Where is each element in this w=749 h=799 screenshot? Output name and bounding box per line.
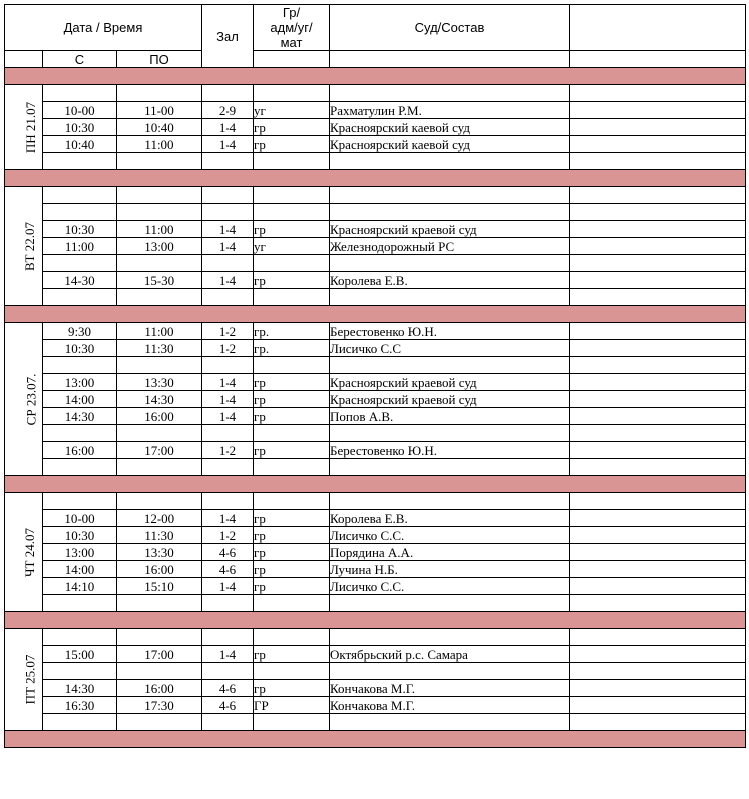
case-type-cell: гр [254,374,330,391]
table-row [5,544,746,561]
header-row [5,5,746,51]
extra-cell [570,340,746,357]
court-cell [330,425,570,442]
separator-row [5,612,746,629]
extra-cell [570,255,746,272]
time-to-cell: 11:30 [117,340,202,357]
court-cell: Королева Е.В. [330,510,570,527]
case-type-cell: гр [254,136,330,153]
extra-cell [570,374,746,391]
time-from-cell [43,595,117,612]
time-to-cell [117,714,202,731]
case-type-cell: гр. [254,323,330,340]
extra-cell [570,289,746,306]
case-type-cell [254,595,330,612]
hall-cell [202,153,254,170]
day-label: ВТ 22.07 [21,221,37,271]
extra-cell [570,272,746,289]
time-from-cell: 16:30 [43,697,117,714]
table-row [5,442,746,459]
extra-cell [570,714,746,731]
hall-cell: 1-2 [202,340,254,357]
hall-cell [202,663,254,680]
court-cell: Королева Е.В. [330,272,570,289]
case-type-cell [254,153,330,170]
day-label: ЧТ 24.07 [21,527,37,577]
day-label: ПН 21.07 [23,101,39,153]
case-type-cell [254,425,330,442]
hall-cell [202,493,254,510]
time-to-cell [117,459,202,476]
court-cell [330,204,570,221]
table-row [5,629,746,646]
case-type-cell: гр [254,561,330,578]
separator-row [5,731,746,748]
court-cell [330,663,570,680]
time-to-cell: 16:00 [117,561,202,578]
time-from-cell [43,425,117,442]
court-cell: Лучина Н.Б. [330,561,570,578]
time-from-cell: 10-00 [43,102,117,119]
time-to-cell [117,153,202,170]
case-type-cell [254,204,330,221]
table-row [5,136,746,153]
extra-cell [570,442,746,459]
court-cell: Кончакова М.Г. [330,680,570,697]
separator-row [5,306,746,323]
court-cell: Красноярский краевой суд [330,391,570,408]
hall-cell [202,714,254,731]
time-from-cell [43,153,117,170]
case-type-cell [254,357,330,374]
hall-cell: 2-9 [202,102,254,119]
time-from-cell [43,255,117,272]
court-cell: Лисичко С.С. [330,578,570,595]
time-to-cell [117,595,202,612]
extra-cell [570,102,746,119]
time-to-cell: 11:30 [117,527,202,544]
schedule-table [4,4,746,748]
table-row [5,680,746,697]
hall-cell [202,255,254,272]
separator-row [5,170,746,187]
hall-cell: 1-4 [202,510,254,527]
time-to-cell [117,663,202,680]
case-type-cell: гр. [254,340,330,357]
case-type-cell [254,629,330,646]
time-to-cell: 13:00 [117,238,202,255]
hall-cell [202,187,254,204]
time-to-cell [117,425,202,442]
court-cell: Лисичко С.С. [330,527,570,544]
table-row [5,340,746,357]
table-row [5,459,746,476]
subheader-day [5,51,43,68]
time-to-cell [117,255,202,272]
subheader-extra [570,51,746,68]
extra-cell [570,204,746,221]
header-datetime: Дата / Время [5,5,202,51]
table-row [5,289,746,306]
court-cell: Порядина А.А. [330,544,570,561]
table-row [5,408,746,425]
table-row [5,272,746,289]
table-row [5,714,746,731]
subheader-court [330,51,570,68]
time-from-cell [43,493,117,510]
case-type-cell [254,714,330,731]
hall-cell: 4-6 [202,680,254,697]
extra-cell [570,544,746,561]
time-from-cell: 10-00 [43,510,117,527]
case-type-cell: гр [254,510,330,527]
case-type-cell [254,663,330,680]
extra-cell [570,136,746,153]
time-from-cell: 10:30 [43,119,117,136]
time-to-cell [117,85,202,102]
header-court: Суд/Состав [330,5,570,51]
table-row [5,646,746,663]
court-cell: Красноярский краевой суд [330,374,570,391]
extra-cell [570,663,746,680]
day-cell [5,629,43,731]
case-type-cell [254,255,330,272]
case-type-cell: гр [254,578,330,595]
time-to-cell: 14:30 [117,391,202,408]
extra-cell [570,425,746,442]
day-label: СР 23.07. [23,373,39,425]
case-type-cell [254,187,330,204]
case-type-cell: гр [254,119,330,136]
case-type-cell: гр [254,680,330,697]
table-row [5,187,746,204]
court-cell: Лисичко С.С [330,340,570,357]
time-from-cell: 14:30 [43,408,117,425]
court-cell [330,629,570,646]
hall-cell: 1-4 [202,578,254,595]
table-row [5,255,746,272]
court-cell: Берестовенко Ю.Н. [330,323,570,340]
time-from-cell [43,85,117,102]
day-label: ПТ 25.07 [22,654,38,705]
hall-cell: 1-4 [202,408,254,425]
court-cell: Октябрьский р.с. Самара [330,646,570,663]
time-to-cell: 10:40 [117,119,202,136]
time-from-cell [43,357,117,374]
court-cell: Берестовенко Ю.Н. [330,442,570,459]
extra-cell [570,408,746,425]
day-cell [5,187,43,306]
separator-row [5,476,746,493]
table-row [5,204,746,221]
extra-cell [570,493,746,510]
day-cell [5,323,43,476]
case-type-cell: гр [254,646,330,663]
time-from-cell: 14-30 [43,272,117,289]
table-row [5,323,746,340]
table-row [5,578,746,595]
extra-cell [570,578,746,595]
case-type-cell: ГР [254,697,330,714]
case-type-cell: гр [254,442,330,459]
extra-cell [570,221,746,238]
time-to-cell [117,629,202,646]
hall-cell [202,85,254,102]
time-from-cell: 14:00 [43,391,117,408]
case-type-cell: гр [254,391,330,408]
extra-cell [570,595,746,612]
header-type-line1: Гр/ [282,5,301,20]
time-to-cell [117,204,202,221]
table-row [5,374,746,391]
subheader-row [5,51,746,68]
table-row [5,663,746,680]
court-cell: Красноярский каевой суд [330,136,570,153]
extra-cell [570,459,746,476]
court-cell [330,289,570,306]
court-cell [330,493,570,510]
case-type-cell [254,493,330,510]
table-row [5,493,746,510]
time-from-cell: 15:00 [43,646,117,663]
court-cell: Рахматулин Р.М. [330,102,570,119]
schedule-body [5,68,746,748]
extra-cell [570,391,746,408]
time-to-cell: 12-00 [117,510,202,527]
time-from-cell: 10:30 [43,527,117,544]
extra-cell [570,323,746,340]
case-type-cell: уг [254,102,330,119]
time-to-cell: 11:00 [117,323,202,340]
time-to-cell: 15-30 [117,272,202,289]
time-from-cell: 14:10 [43,578,117,595]
time-from-cell: 10:30 [43,340,117,357]
case-type-cell: уг [254,238,330,255]
extra-cell [570,697,746,714]
time-from-cell: 9:30 [43,323,117,340]
table-row [5,425,746,442]
separator-row [5,68,746,85]
extra-cell [570,153,746,170]
time-from-cell [43,289,117,306]
time-from-cell [43,629,117,646]
hall-cell: 4-6 [202,561,254,578]
table-row [5,85,746,102]
case-type-cell: гр [254,272,330,289]
court-cell: Железнодорожный РС [330,238,570,255]
court-cell [330,714,570,731]
time-to-cell: 11:00 [117,136,202,153]
time-to-cell: 17:30 [117,697,202,714]
table-row [5,595,746,612]
extra-cell [570,238,746,255]
time-to-cell: 11:00 [117,221,202,238]
hall-cell [202,459,254,476]
case-type-cell: гр [254,544,330,561]
hall-cell [202,629,254,646]
time-to-cell [117,187,202,204]
header-type-line2: адм/уг/ [270,20,313,35]
table-row [5,510,746,527]
hall-cell: 1-4 [202,646,254,663]
header-type-line3: мат [280,35,303,50]
time-from-cell [43,714,117,731]
time-from-cell: 11:00 [43,238,117,255]
time-from-cell [43,204,117,221]
extra-cell [570,357,746,374]
time-from-cell: 14:00 [43,561,117,578]
hall-cell [202,204,254,221]
table-row [5,357,746,374]
time-to-cell: 16:00 [117,408,202,425]
table-row [5,153,746,170]
case-type-cell: гр [254,221,330,238]
case-type-cell [254,85,330,102]
court-cell [330,595,570,612]
time-to-cell: 13:30 [117,544,202,561]
court-cell: Попов А.В. [330,408,570,425]
court-cell: Красноярский краевой суд [330,221,570,238]
hall-cell [202,595,254,612]
case-type-cell [254,459,330,476]
court-cell: Кончакова М.Г. [330,697,570,714]
extra-cell [570,119,746,136]
table-row [5,102,746,119]
table-row [5,221,746,238]
time-to-cell: 11-00 [117,102,202,119]
separator-cell [5,68,746,85]
hall-cell: 1-4 [202,238,254,255]
time-from-cell: 16:00 [43,442,117,459]
court-cell [330,187,570,204]
extra-cell [570,646,746,663]
hall-cell: 1-4 [202,221,254,238]
time-to-cell [117,493,202,510]
table-row [5,391,746,408]
day-cell [5,493,43,612]
court-cell [330,85,570,102]
table-row [5,238,746,255]
time-to-cell: 16:00 [117,680,202,697]
extra-cell [570,187,746,204]
court-cell: Красноярский каевой суд [330,119,570,136]
table-row [5,561,746,578]
hall-cell: 4-6 [202,697,254,714]
extra-cell [570,85,746,102]
time-from-cell [43,187,117,204]
separator-cell [5,476,746,493]
extra-cell [570,510,746,527]
time-from-cell [43,663,117,680]
hall-cell: 1-4 [202,119,254,136]
hall-cell [202,357,254,374]
hall-cell: 1-2 [202,323,254,340]
case-type-cell [254,289,330,306]
court-cell [330,459,570,476]
time-to-cell: 13:30 [117,374,202,391]
subheader-type [254,51,330,68]
time-to-cell: 15:10 [117,578,202,595]
hall-cell: 1-4 [202,391,254,408]
hall-cell: 1-2 [202,527,254,544]
header-to: ПО [117,51,202,68]
hall-cell: 4-6 [202,544,254,561]
time-from-cell: 10:40 [43,136,117,153]
hall-cell: 1-2 [202,442,254,459]
time-from-cell [43,459,117,476]
table-row [5,527,746,544]
hall-cell [202,289,254,306]
hall-cell [202,425,254,442]
separator-cell [5,306,746,323]
header-type [254,5,330,51]
table-row [5,697,746,714]
extra-cell [570,561,746,578]
extra-cell [570,629,746,646]
header-hall: Зал [202,5,254,68]
extra-cell [570,527,746,544]
court-cell [330,255,570,272]
extra-cell [570,680,746,697]
separator-cell [5,612,746,629]
hall-cell: 1-4 [202,136,254,153]
time-to-cell: 17:00 [117,442,202,459]
court-cell [330,357,570,374]
separator-cell [5,170,746,187]
time-from-cell: 10:30 [43,221,117,238]
time-from-cell: 13:00 [43,544,117,561]
hall-cell: 1-4 [202,374,254,391]
case-type-cell: гр [254,408,330,425]
time-to-cell [117,289,202,306]
hall-cell: 1-4 [202,272,254,289]
time-from-cell: 14:30 [43,680,117,697]
separator-cell [5,731,746,748]
court-cell [330,153,570,170]
time-from-cell: 13:00 [43,374,117,391]
header-extra [570,5,746,51]
day-cell [5,85,43,170]
time-to-cell: 17:00 [117,646,202,663]
table-row [5,119,746,136]
header-from: С [43,51,117,68]
time-to-cell [117,357,202,374]
case-type-cell: гр [254,527,330,544]
